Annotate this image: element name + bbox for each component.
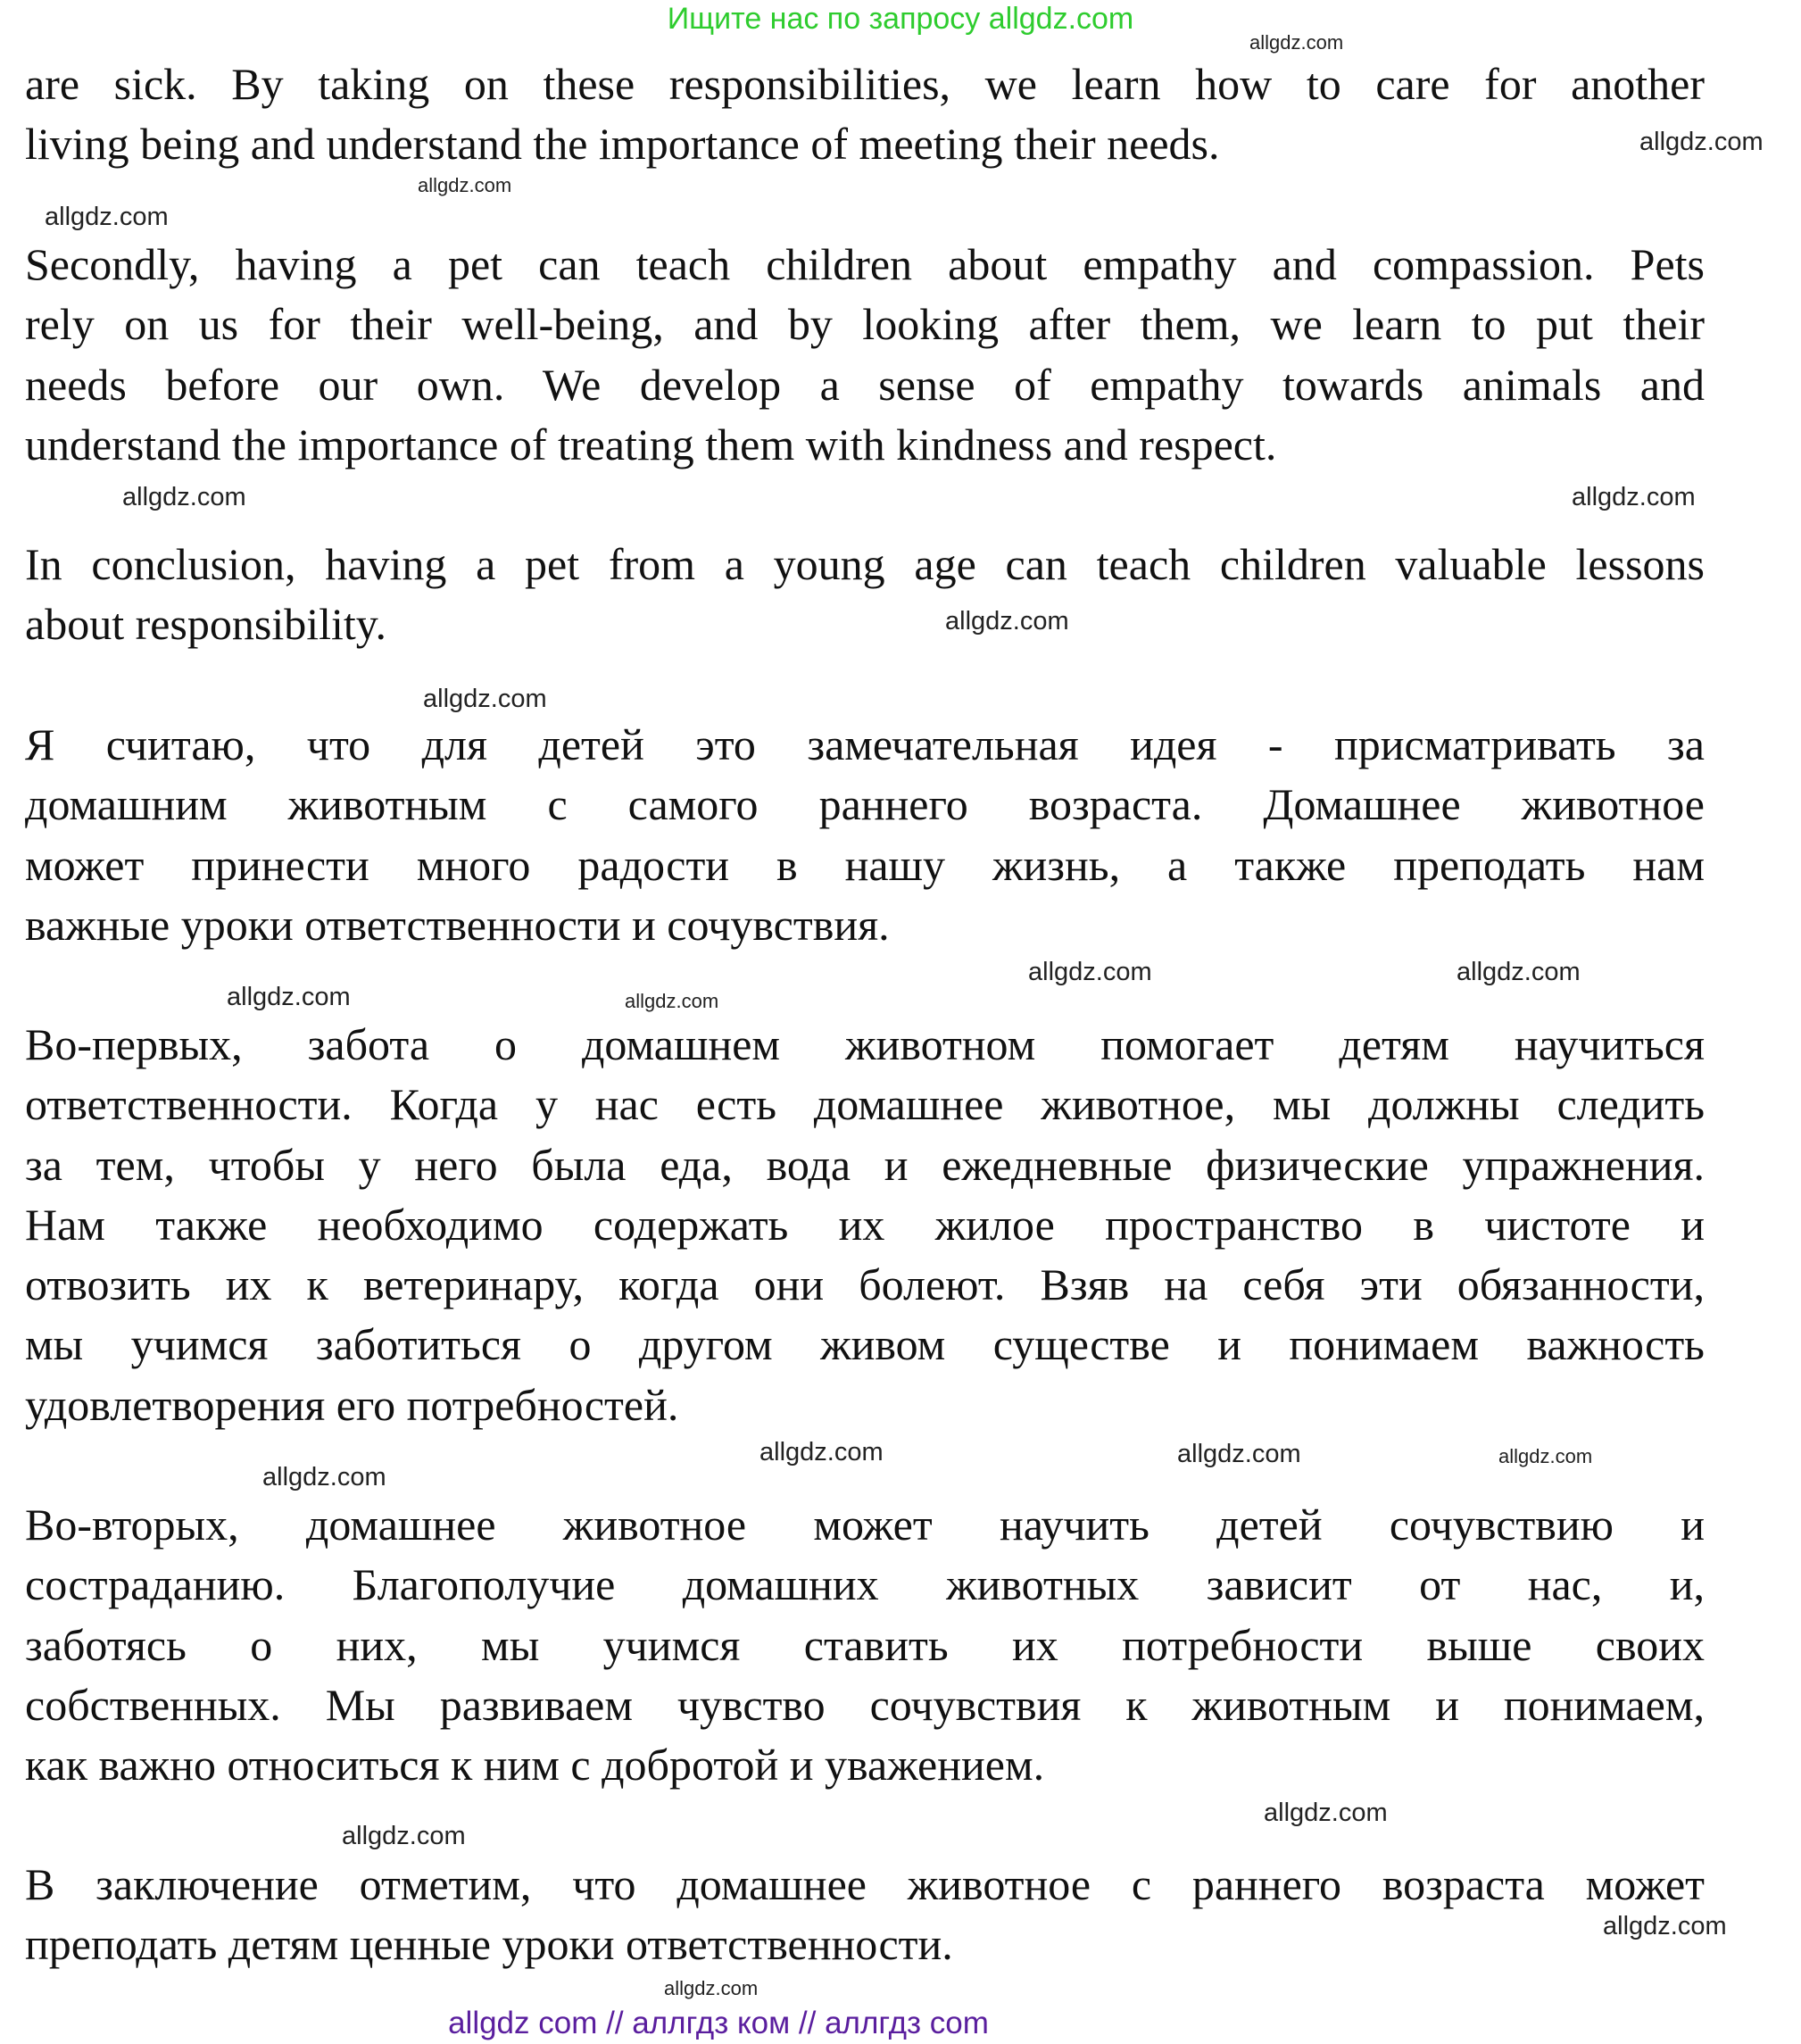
text-line: Нам также необходимо содержать их жилое пространство в чистоте и [25, 1199, 1705, 1250]
search-hint-banner: Ищите нас по запросу allgdz.com [667, 2, 1134, 36]
text-line: rely on us for their well-being, and by looking after them, we learn to put their [25, 299, 1705, 350]
watermark: allgdz.com [1498, 1445, 1593, 1467]
watermark: allgdz.com [418, 174, 512, 196]
watermark: allgdz.com [1264, 1799, 1388, 1827]
text-line: удовлетворения его потребностей. [25, 1379, 679, 1430]
text-line: about responsibility. [25, 599, 387, 650]
text-line: Во-вторых, домашнее животное может научить детей сочувствию и [25, 1500, 1705, 1550]
watermark: allgdz.com [1177, 1440, 1301, 1468]
text-line: living being and understand the importance of meeting their needs. [25, 119, 1220, 170]
paragraph-ru-conclusion [25, 1855, 1705, 1975]
text-line: In conclusion, having a pet from a young age can teach children valuable lessons [25, 539, 1705, 589]
watermark: allgdz.com [423, 685, 547, 713]
watermark: allgdz.com [227, 983, 351, 1011]
text-line: ответственности. Когда у нас есть домашнее животное, мы должны следить [25, 1079, 1705, 1130]
text-line: состраданию. Благополучие домашних животных зависит от нас, и, [25, 1559, 1705, 1610]
watermark: allgdz.com [1603, 1912, 1727, 1940]
watermark: allgdz.com [1572, 483, 1696, 511]
paragraph-ru-intro [25, 715, 1705, 955]
site-footer-links[interactable]: allgdz com // аллгдз ком // аллгдз com [448, 2006, 989, 2040]
text-line: за тем, чтобы у него была еда, вода и ежедневные физические упражнения. [25, 1139, 1705, 1190]
watermark: allgdz.com [1457, 958, 1581, 986]
text-line: важные уроки ответственности и сочувствия. [25, 899, 890, 950]
text-line: В заключение отметим, что домашнее животное с раннего возраста может [25, 1859, 1705, 1909]
text-line: собственных. Мы развиваем чувство сочувствия к животным и понимаем, [25, 1679, 1705, 1730]
text-line: are sick. By taking on these responsibilities, we learn how to care for another [25, 59, 1705, 109]
text-line: домашним животным с самого раннего возраста. Домашнее животное [25, 779, 1705, 830]
text-line: может принести много радости в нашу жизнь, а также преподать нам [25, 839, 1705, 890]
watermark: allgdz.com [1249, 31, 1344, 54]
text-line: Я считаю, что для детей это замечательная идея - присматривать за [25, 719, 1705, 769]
paragraph-ru-second [25, 1495, 1705, 1795]
watermark: allgdz.com [664, 1977, 759, 1999]
text-line: мы учимся заботиться о другом живом существе и понимаем важность [25, 1319, 1705, 1370]
text-line: преподать детям ценные уроки ответственности. [25, 1919, 953, 1970]
text-line: understand the importance of treating them with kindness and respect. [25, 419, 1277, 469]
watermark: allgdz.com [1028, 958, 1152, 986]
watermark: allgdz.com [759, 1438, 884, 1467]
watermark: allgdz.com [45, 203, 169, 231]
text-line: отвозить их к ветеринару, когда они болеют. Взяв на себя эти обязанности, [25, 1259, 1705, 1310]
watermark: allgdz.com [122, 483, 246, 511]
text-line: как важно относиться к ним с добротой и уважением. [25, 1740, 1045, 1791]
text-line: Во-первых, забота о домашнем животном помогает детям научиться [25, 1019, 1705, 1069]
text-line: заботясь о них, мы учимся ставить их потребности выше своих [25, 1619, 1705, 1670]
watermark: allgdz.com [945, 607, 1069, 636]
watermark: allgdz.com [262, 1463, 386, 1491]
text-line: needs before our own. We develop a sense of empathy towards animals and [25, 359, 1705, 410]
text-line: Secondly, having a pet can teach children about empathy and compassion. Pets [25, 239, 1705, 289]
paragraph-ru-first [25, 1015, 1705, 1435]
paragraph-responsibility-end [25, 54, 1705, 175]
watermark: allgdz.com [625, 990, 719, 1012]
watermark: allgdz.com [342, 1822, 466, 1850]
paragraph-empathy [25, 235, 1705, 475]
watermark: allgdz.com [1639, 128, 1764, 156]
paragraph-conclusion [25, 535, 1705, 655]
